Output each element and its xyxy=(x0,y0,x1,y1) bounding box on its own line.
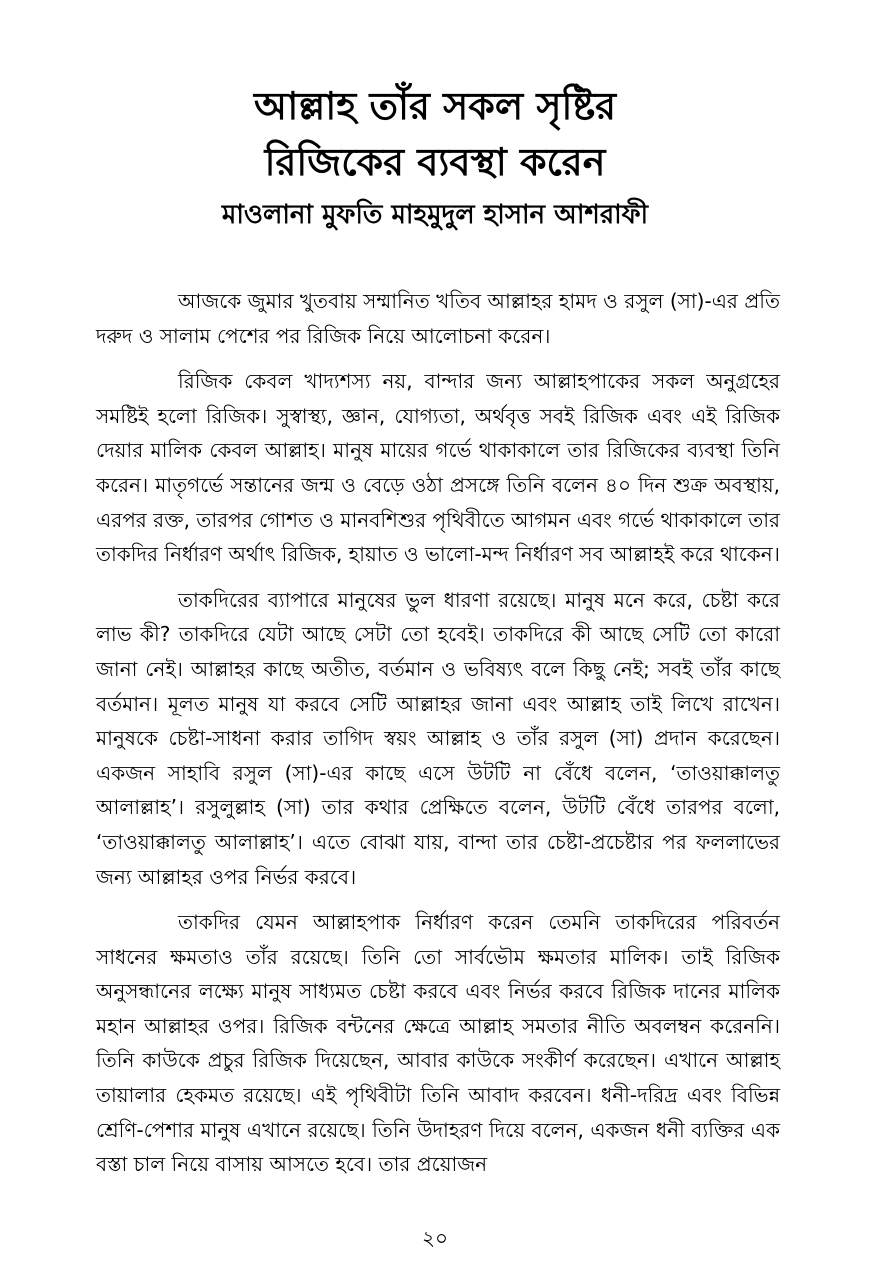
article-title xyxy=(0,78,870,190)
page-number: ২০ xyxy=(421,1226,448,1250)
paragraph-2: রিজিক কেবল খাদ্যশস্য নয়, বান্দার জন্য আল্লাহপাকের সকল অনুগ্রহের সমষ্টিই হলো রিজিক। সুস্বাস্থ্য, জ্ঞান, যোগ্যতা, অর্থবৃত্ত সবই রিজিক এবং এই রিজিক দেয়ার মালিক কেবল আল্লাহ। মানুষ মায়ের গর্ভে থাকাকালে তার রিজিকের ব্যবস্থা তিনি করেন। মাতৃগর্ভে সন্তানের জন্ম ও বেড়ে ওঠা প্রসঙ্গে তিনি বলেন ৪০ দিন শুক্র অবস্থায়, এরপর রক্ত, তারপর গোশত ও মানবশিশুর পৃথিবীতে আগমন এবং গর্ভে থাকাকালে তার তাকদির নির্ধারণ অর্থাৎ রিজিক, হায়াত ও ভালো-মন্দ নির্ধারণ সব আল্লাহই করে থাকেন। xyxy=(96,369,780,567)
title-line-1: আল্লাহ তাঁর সকল সৃষ্টির xyxy=(253,84,617,128)
paragraph-1: আজকে জুমার খুতবায় সম্মানিত খতিব আল্লাহর হামদ ও রসুল (সা)-এর প্রতি দরুদ ও সালাম পেশের পর রিজিক নিয়ে আলোচনা করেন। xyxy=(96,289,780,348)
article-body xyxy=(96,284,780,1193)
author-byline: মাওলানা মুফতি মাহমুদুল হাসান আশরাফী xyxy=(221,200,649,230)
paragraph-3: তাকদিরের ব্যাপারে মানুষের ভুল ধারণা রয়েছে। মানুষ মনে করে, চেষ্টা করে লাভ কী? তাকদিরে যেটা আছে সেটা তো হবেই। তাকদিরে কী আছে সেটি তো কারো জানা নেই। আল্লাহর কাছে অতীত, বর্তমান ও ভবিষ্যৎ বলে কিছু নেই; সবই তাঁর কাছে বর্তমান। মূলত মানুষ যা করবে সেটি আল্লাহর জানা এবং আল্লাহ তাই লিখে রাখেন। মানুষকে চেষ্টা-সাধনা করার তাগিদ স্বয়ং আল্লাহ ও তাঁর রসুল (সা) প্রদান করেছেন। একজন সাহাবি রসুল (সা)-এর কাছে এসে উটটি না বেঁধে বলেন, ‘তাওয়াক্কালতু আলাল্লাহ’। রসুলুল্লাহ (সা) তার কথার প্রেক্ষিতে বলেন, উটটি বেঁধে তারপর বলো, ‘তাওয়াক্কালতু আলাল্লাহ’। এতে বোঝা যায়, বান্দা তার চেষ্টা-প্রচেষ্টার পর ফললাভের জন্য আল্লাহর ওপর নির্ভর করবে। xyxy=(96,587,780,889)
paragraph-4: তাকদির যেমন আল্লাহপাক নির্ধারণ করেন তেমনি তাকদিরের পরিবর্তন সাধনের ক্ষমতাও তাঁর রয়েছে। তিনি তো সার্বভৌম ক্ষমতার মালিক। তাই রিজিক অনুসন্ধানের লক্ষ্যে মানুষ সাধ্যমত চেষ্টা করবে এবং নির্ভর করবে রিজিক দানের মালিক মহান আল্লাহর ওপর। রিজিক বন্টনের ক্ষেত্রে আল্লাহ সমতার নীতি অবলম্বন করেননি। তিনি কাউকে প্রচুর রিজিক দিয়েছেন, আবার কাউকে সংকীর্ণ করেছেন। এখানে আল্লাহ তায়ালার হেকমত রয়েছে। এই পৃথিবীটা তিনি আবাদ করবেন। ধনী-দরিদ্র এবং বিভিন্ন শ্রেণি-পেশার মানুষ এখানে রয়েছে। তিনি উদাহরণ দিয়ে বলেন, একজন ধনী ব্যক্তির এক বস্তা চাল নিয়ে বাসায় আসতে হবে। তার প্রয়োজন xyxy=(96,910,780,1177)
title-line-2: রিজিকের ব্যবস্থা করেন xyxy=(264,140,606,184)
